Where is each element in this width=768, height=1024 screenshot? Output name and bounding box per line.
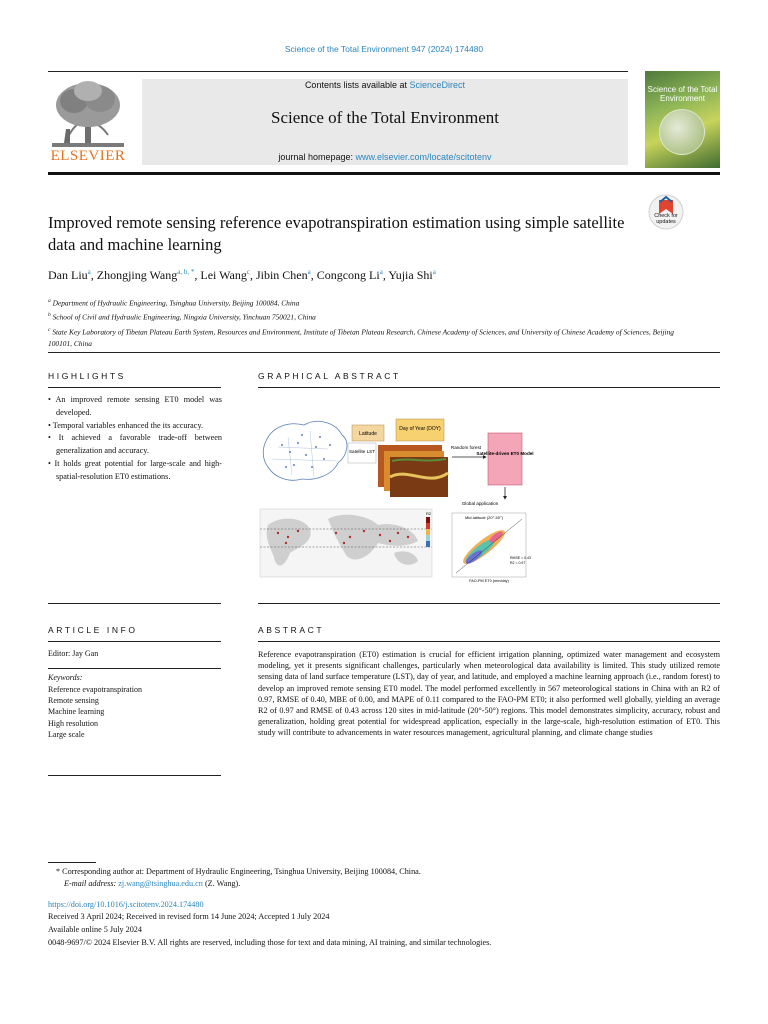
affiliations (48, 295, 688, 350)
author-name[interactable]: Jibin Chen (255, 268, 308, 282)
author-affiliation-mark[interactable]: a (432, 268, 436, 276)
journal-title: Science of the Total Environment (271, 108, 499, 127)
article-info-bottom-rule (48, 775, 221, 776)
keywords-rule (48, 668, 221, 669)
article-title: Improved remote sensing reference evapotranspiration estimation using simple satellite data and machine learning (48, 213, 625, 254)
author-name[interactable]: Lei Wang (200, 268, 247, 282)
abstract-heading: ABSTRACT (258, 625, 325, 635)
affiliation-mark: a (48, 298, 51, 304)
abstract-rule (258, 641, 720, 642)
highlights-list (48, 394, 222, 484)
ga-midlat-label: Mid-latitude (20°-50°) (465, 515, 503, 520)
ga-latitude-label: Latitude (359, 431, 377, 437)
ga-rmse-label: RMSE = 0.43 (510, 556, 531, 560)
copyright-line: 0048-9697/© 2024 Elsevier B.V. All rights are reserved, including those for text and data mining, AI training, and similar technologies. (48, 938, 492, 947)
online-date: Available online 5 July 2024 (48, 925, 142, 934)
highlight-item: • It achieved a favorable trade-off between generalization and accuracy. (48, 432, 222, 458)
highlights-rule (48, 387, 221, 388)
keyword-item: Machine learning (48, 707, 105, 717)
received-dates: Received 3 April 2024; Received in revised form 14 June 2024; Accepted 1 July 2024 (48, 912, 330, 921)
keywords-label: Keywords: (48, 673, 83, 682)
author-name[interactable]: Yujia Shi (388, 268, 433, 282)
highlights-heading: HIGHLIGHTS (48, 371, 126, 381)
contents-line (142, 80, 628, 90)
author-affiliation-mark[interactable]: a (307, 268, 311, 276)
highlight-item: • An improved remote sensing ET0 model was developed. (48, 394, 222, 420)
author-list: Dan Liu$^a$, Zhongjing Wang$^{a, b, *}$, Lei Wang$^c$, Jibin Chen$^a$, Congcong Li$^a$, Yujia Shi$^a$ (48, 268, 436, 282)
publisher-name: ELSEVIER (50, 148, 126, 164)
graphical-abstract-figure[interactable] (258, 397, 534, 583)
check-for-updates-label[interactable]: Check for updates (654, 213, 678, 225)
affiliation-item (48, 309, 688, 323)
affiliation-mark: c (48, 326, 51, 333)
ga-random-forest-label: Random forest (450, 445, 482, 450)
editor-line: Editor: Jay Gan (48, 649, 99, 658)
author-affiliation-mark[interactable]: c (246, 268, 250, 276)
author-name[interactable]: Zhongjing Wang (96, 268, 178, 282)
ga-r2-stat-label: R2 = 0.97 (510, 561, 526, 565)
sciencedirect-link[interactable]: ScienceDirect (409, 80, 466, 90)
homepage-prefix: journal homepage: (278, 152, 353, 162)
email-label: E-mail address: (64, 879, 117, 888)
affiliation-text: School of Civil and Hydraulic Engineering, Ningxia University, Yinchuan 750021, China (52, 312, 316, 322)
section-rule (48, 352, 720, 353)
highlight-item: • Temporal variables enhanced the its accuracy. (48, 420, 222, 433)
keyword-item: Remote sensing (48, 696, 99, 706)
homepage-link[interactable]: www.elsevier.com/locate/scitotenv (355, 152, 492, 162)
cover-globe-icon (659, 109, 705, 155)
cover-title: Science of the Total Environment (647, 85, 718, 103)
keyword-item: Reference evapotranspiration (48, 685, 142, 694)
homepage-line (142, 152, 628, 162)
abstract-text (258, 649, 720, 739)
affiliation-item (48, 295, 688, 309)
keyword-item: High resolution (48, 718, 98, 728)
abstract-paragraph: Reference evapotranspiration (ET0) estimation is crucial for efficient irrigation planning, optimized water management and ecosystem modeling, yet it presents significant challenges, particularly when meteorological data availability is limited. This study utilized remote sensing data of land surface temperature (LST), day of year, and latitude, and employed a machine learning approach (i.e., random forest) to develop an improved remote sensing ET0 model. The model performed excellently in 567 meteorological stations in China with an R2 of 0.97, RMSE of 0.40, MBE of 0.00, and MAPE of 0.11 compared to the FAO-PM ET0; it also performed well globally, yielding an average R2 of 0.97 and RMSE of 0.43 across 120 sites in mid-latitude (20°-50°) regions. This model demonstrates simplicity, accuracy, robust and generalization, holding great potential for widespread application, especially in the large-scale, high-resolution estimation of ET0. This study will contribute to advancements in water resources management, agricultural planning, and climate change studies (258, 650, 720, 738)
email-link[interactable]: zj.wang@tsinghua.edu.cn (118, 879, 203, 888)
author-affiliation-mark[interactable]: a, b, * (177, 268, 195, 276)
affiliation-mark: b (48, 312, 51, 319)
article-info-top-rule (48, 603, 221, 604)
author-name[interactable]: Dan Liu (48, 268, 88, 282)
graphical-abstract-rule (258, 387, 720, 388)
ga-lst-label: Satellite LST (348, 449, 376, 454)
journal-citation[interactable]: Science of the Total Environment 947 (2024) 174480 (284, 44, 484, 54)
affiliation-text: State Key Laboratory of Tibetan Plateau Earth System, Resources and Environment, Institute of Tibetan Plateau Research, Chinese Academy of Sciences, and University of Chinese Academy of Sciences, Beijing 100101, China (48, 327, 674, 349)
tree-icon (48, 79, 128, 149)
ga-r2-legend: R2 (426, 511, 432, 516)
header-thick-rule (48, 172, 720, 175)
ga-global-label: Global application (461, 501, 499, 506)
email-suffix: (Z. Wang). (204, 879, 241, 888)
highlight-item: • It holds great potential for large-scale and high-spatial-resolution ET0 estimations. (48, 458, 222, 484)
contents-prefix: Contents lists available at (304, 80, 407, 90)
corresponding-footnote (56, 866, 716, 890)
corresponding-author: * Corresponding author at: Department of Hydraulic Engineering, Tsinghua University, Beijing 100084, China. (56, 867, 421, 876)
author-affiliation-mark[interactable]: a (379, 268, 383, 276)
footnote-rule (48, 862, 96, 863)
affiliation-item (48, 324, 688, 350)
doi-link[interactable]: https://doi.org/10.1016/j.scitotenv.2024.174480 (48, 900, 204, 909)
ga-xaxis-label: FAO-PM ET0 (mm/day) (469, 579, 509, 583)
ga-model-label: Satellite-driven ET0 Model (476, 451, 534, 456)
keyword-item: Large scale (48, 729, 85, 739)
author-name[interactable]: Congcong Li (316, 268, 380, 282)
keywords-list (48, 684, 142, 740)
header-rule (48, 71, 628, 72)
article-info-rule (48, 641, 221, 642)
article-info-heading: ARTICLE INFO (48, 625, 138, 635)
graphical-abstract-heading: GRAPHICAL ABSTRACT (258, 371, 401, 381)
abstract-top-rule (258, 603, 720, 604)
journal-cover[interactable] (645, 71, 720, 168)
elsevier-logo[interactable] (48, 79, 128, 165)
affiliation-text: Department of Hydraulic Engineering, Tsinghua University, Beijing 100084, China (52, 298, 300, 308)
ga-doy-label: Day of Year (DOY) (399, 426, 441, 432)
author-affiliation-mark[interactable]: a (87, 268, 91, 276)
